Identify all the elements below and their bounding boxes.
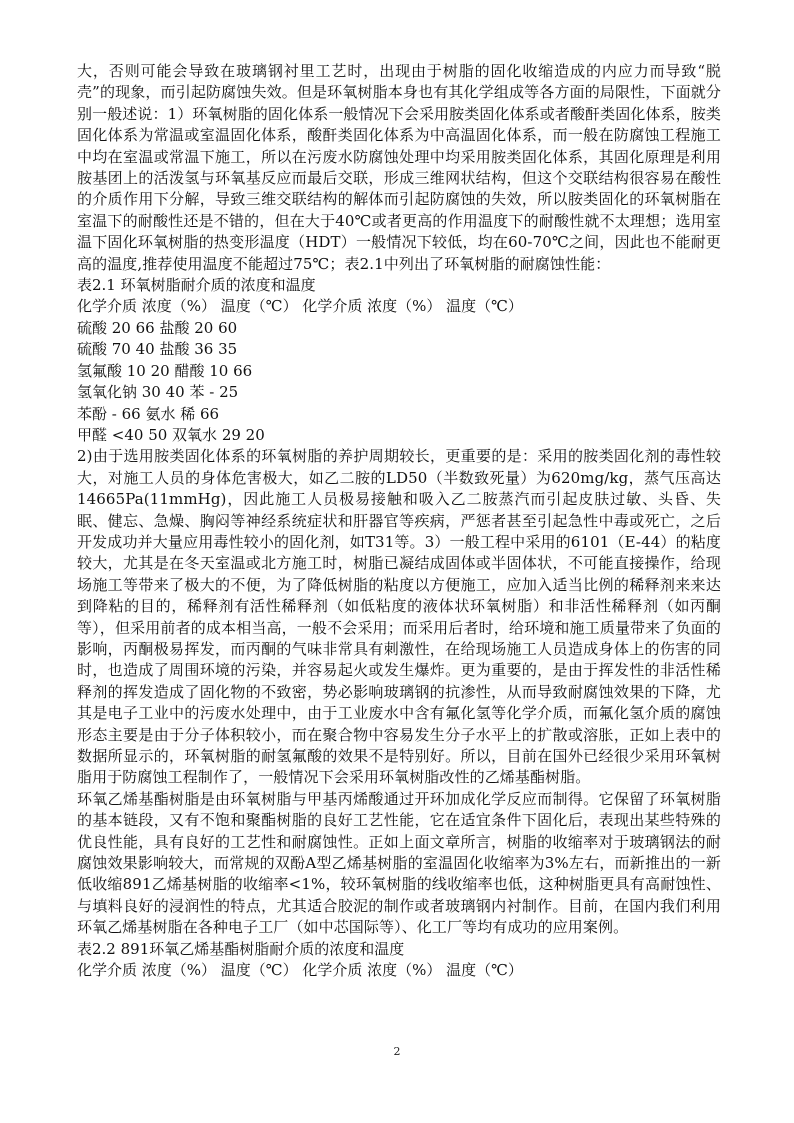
table-2-2-header: 化学介质 浓度（%） 温度（℃） 化学介质 浓度（%） 温度（℃） — [77, 961, 523, 980]
table-2-2-caption: 表2.2 891环氧乙烯基酯树脂耐介质的浓度和温度 — [77, 939, 405, 958]
table-2-1-row: 氢氧化钠 30 40 苯 - 25 — [77, 383, 239, 402]
table-2-1-row: 苯酚 - 66 氨水 稀 66 — [77, 404, 220, 423]
paragraph-epoxy-limitations: 大，否则可能会导致在玻璃钢衬里工艺时，出现由于树脂的固化收缩造成的内应力而导致“脱壳”的现象，而引起防腐蚀失效。但是环氧树脂本身也有其化学组成等各方面的局限性，下面就分别一般述说：1）环氧树脂的固化体系一般情况下会采用胺类固化体系或者酸酐类固化体系，胺类固化体系为常温或室温固化体系，酸酐类固化体系为中高温固化体系，而一般在防腐蚀工程施工中均在室温或常温下施工，所以在污废水防腐蚀处理中均采用胺类固化体系，其固化原理是利用胺基团上的活泼氢与环氧基反应而最后交联，形成三维网状结构，但这个交联结构很容易在酸性的介质作用下分解，导致三维交联结构的解体而引起防腐蚀的失效，所以胺类固化的环氧树脂在室温下的耐酸性还是不错的，但在大于40℃或者更高的作用温度下的耐酸性就不太理想；选用室温下固化环氧树脂的热变形温度（HDT）一般情况下较低，均在60-70℃之间，因此也不能耐更高的温度,推荐使用温度不能超过75℃；表2.1中列出了环氧树脂的耐腐蚀性能： — [77, 62, 721, 273]
table-2-1-row: 甲醛 <40 50 双氧水 29 20 — [77, 425, 265, 444]
table-2-1-row: 氢氟酸 10 20 醋酸 10 66 — [77, 361, 253, 380]
table-2-1-caption: 表2.1 环氧树脂耐介质的浓度和温度 — [77, 276, 316, 295]
table-2-1-header: 化学介质 浓度（%） 温度（℃） 化学介质 浓度（%） 温度（℃） — [77, 297, 523, 316]
document-page — [77, 61, 721, 981]
paragraph-vinyl-ester: 环氧乙烯基酯树脂是由环氧树脂与甲基丙烯酸通过开环加成化学反应而制得。它保留了环氧树脂的基本链段，又有不饱和聚酯树脂的良好工艺性能，它在适宜条件下固化后，表现出某些特殊的优良性能，具有良好的工艺性和耐腐蚀性。正如上面文章所言，树脂的收缩率对于玻璃钢法的耐腐蚀效果影响较大，而常规的双酚A型乙烯基树脂的室温固化收缩率为3%左右，而新推出的一新低收缩891乙烯基树脂的收缩率<1%，较环氧树脂的线收缩率也低，这种树脂更具有高耐蚀性、与填料良好的浸润性的特点，尤其适合胶泥的制作或者玻璃钢内衬制作。目前，在国内我们利用环氧乙烯基树脂在各种电子工厂（如中芯国际等）、化工厂等均有成功的应用案例。 — [77, 789, 721, 937]
page-number: 2 — [393, 1045, 401, 1058]
table-2-1-row: 硫酸 20 66 盐酸 20 60 — [77, 318, 238, 337]
table-2-1-row: 硫酸 70 40 盐酸 36 35 — [77, 340, 238, 359]
paragraph-curing-agent-toxicity: 2)由于选用胺类固化体系的环氧树脂的养护周期较长，更重要的是：采用的胺类固化剂的毒性较大，对施工人员的身体危害极大，如乙二胺的LD50（半数致死量）为620mg/kg，蒸气压高达14665Pa(11mmHg)，因此施工人员极易接触和吸入乙二胺蒸汽而引起皮肤过敏、头昏、失眠、健忘、急燥、胸闷等神经系统症状和肝器官等疾病，严惩者甚至引起急性中毒或死亡，之后开发成功并大量应用毒性较小的固化剂，如T31等。3）一般工程中采用的6101（E-44）的粘度较大，尤其是在冬天室温或北方施工时，树脂已凝结成固体或半固体状，不可能直接操作，给现场施工等带来了极大的不便，为了降低树脂的粘度以方便施工，应加入适当比例的稀释剂来来达到降粘的目的，稀释剂有活性稀释剂（如低粘度的液体状环氧树脂）和非活性稀释剂（如丙酮等），但采用前者的成本相当高，一般不会采用；而采用后者时，给环境和施工质量带来了负面的影响，丙酮极易挥发，而丙酮的气味非常具有刺激性，在给现场施工人员造成身体上的伤害的同时，也造成了周围环境的污染，并容易起火或发生爆炸。更为重要的，是由于挥发性的非活性稀释剂的挥发造成了固化物的不致密，势必影响玻璃钢的抗渗性，从而导致耐腐蚀效果的下降，尤其是电子工业中的污废水处理中，由于工业废水中含有氟化氢等化学介质，而氟化氢介质的腐蚀形态主要是由于分子体积较小，而在聚合物中容易发生分子水平上的扩散或溶胀，正如上表中的数据所显示的，环氧树脂的耐氢氟酸的效果不是特别好。所以，目前在国外已经很少采用环氧树脂用于防腐蚀工程制作了，一般情况下会采用环氧树脂改性的乙烯基酯树脂。 — [77, 447, 721, 787]
